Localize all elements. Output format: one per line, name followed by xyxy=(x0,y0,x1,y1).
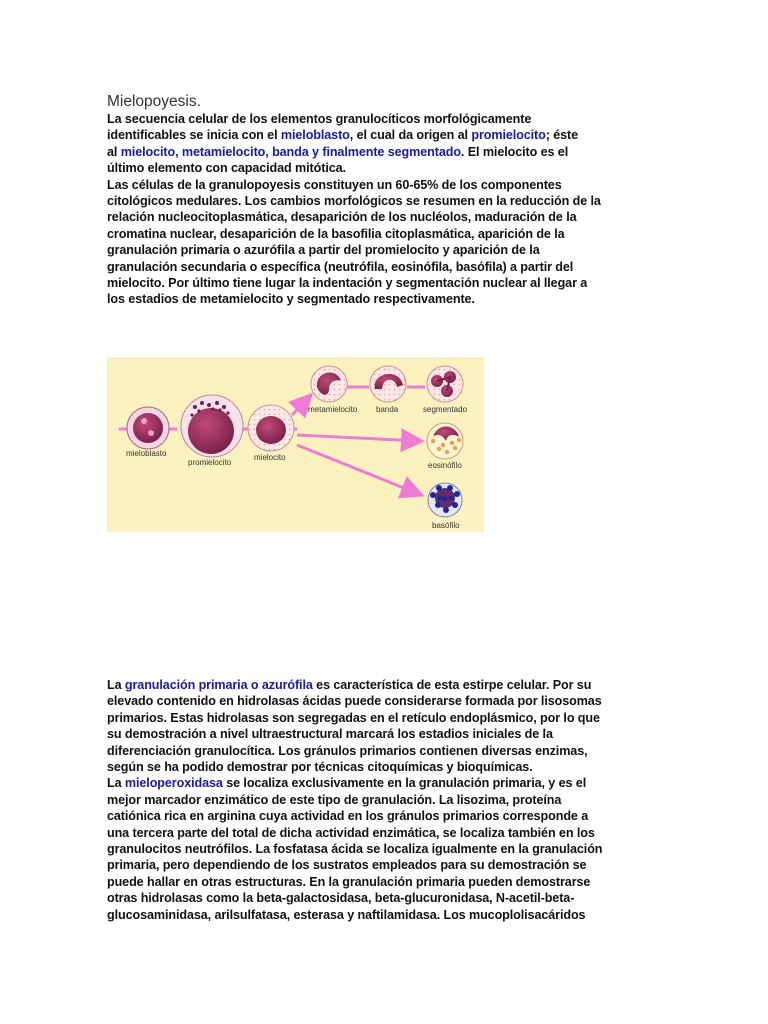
text-line xyxy=(107,841,647,857)
text-line xyxy=(107,160,647,176)
text-run: mejor marcador enzimático de este tipo de granulación. La lisozima, proteína xyxy=(107,792,562,807)
cell-promielocito xyxy=(181,395,243,457)
text-run: cromatina nuclear, desaparición de la basofilia citoplasmática, aparición de la xyxy=(107,226,565,241)
text-line xyxy=(107,890,647,906)
text-run: según se ha podido demostrar por técnicas citoquímicas y bioquímicas. xyxy=(107,760,533,775)
arrow-mielocito-metamielocito xyxy=(292,397,309,415)
text-run: relación nucleocitoplasmática, desaparición de los nucléolos, maduración de la xyxy=(107,210,577,225)
text-line xyxy=(107,857,647,873)
text-line xyxy=(107,209,647,225)
cell-metamielocito xyxy=(311,366,347,402)
label-segmentado: segmentado xyxy=(423,405,468,414)
cell-mielocito xyxy=(248,405,294,451)
text-line xyxy=(107,111,647,127)
text-run: granulación primaria o azurófila a partir del promielocito y aparición de la xyxy=(107,243,540,258)
text-line xyxy=(107,259,647,275)
text-line xyxy=(107,226,647,242)
granulopoiesis-diagram xyxy=(107,357,484,532)
text-run: . El mielocito es el xyxy=(460,144,569,159)
text-line xyxy=(107,825,647,841)
text-run: La secuencia celular de los elementos granulocíticos morfológicamente xyxy=(107,112,532,126)
label-metamielocito: metamielocito xyxy=(308,405,358,414)
text-run: granulocitos neutrófilos. La fosfatasa ácida se localiza igualmente en la granulación xyxy=(107,842,603,857)
cell-basofilo xyxy=(428,483,462,517)
arrow-to-basofilo xyxy=(297,445,419,494)
text-line xyxy=(107,907,647,923)
text-run: , el cual da origen al xyxy=(349,128,472,143)
arrow-to-eosinofilo xyxy=(297,435,419,441)
label-mielocito: mielocito xyxy=(254,453,286,462)
text-line xyxy=(107,677,647,693)
highlighted-term: promielocito xyxy=(471,128,546,143)
text-run: su demostración a nivel ultraestructural marcará los estadios iniciales de la xyxy=(107,727,553,742)
text-line xyxy=(107,792,647,808)
label-eosinofilo: eosinófilo xyxy=(428,461,462,470)
text-run: es característica de esta estirpe celular. Por su xyxy=(312,678,592,692)
label-mieloblasto: mieloblasto xyxy=(126,449,167,458)
text-run: citológicos medulares. Los cambios morfológicos se resumen en la reducción de la xyxy=(107,194,601,209)
granulation-paragraph xyxy=(107,677,647,923)
text-run: diferenciación granulocítica. Los gránulos primarios contienen diversas enzimas, xyxy=(107,743,588,758)
cell-mieloblasto xyxy=(127,407,169,449)
text-run: primaria, pero dependiendo de los sustratos empleados para su demostración se xyxy=(107,858,587,873)
text-run: Las células de la granulopoyesis constituyen un 60-65% de los componentes xyxy=(107,177,562,192)
highlighted-term: mieloperoxidasa xyxy=(124,776,223,791)
text-run: catiónica rica en arginina cuya actividad en los gránulos primarios corresponde a xyxy=(107,809,589,824)
text-run: La xyxy=(107,678,125,692)
text-line xyxy=(107,193,647,209)
text-run: identificables se inicia con el xyxy=(107,128,281,143)
text-run: La xyxy=(107,776,125,791)
text-line xyxy=(107,242,647,258)
cell-segmentado xyxy=(427,366,463,402)
highlighted-term: mielocito, metamielocito, banda y finalmente segmentado xyxy=(120,144,461,159)
diagram-svg xyxy=(107,357,484,532)
text-run: una tercera parte del total de dicha actividad enzimática, se localiza también en los xyxy=(107,825,595,840)
label-banda: banda xyxy=(376,405,399,414)
text-line xyxy=(107,177,647,193)
text-line xyxy=(107,275,647,291)
text-run: los estadios de metamielocito y segmentado respectivamente. xyxy=(107,292,475,307)
cell-eosinofilo xyxy=(427,423,463,459)
text-run: último elemento con capacidad mitótica. xyxy=(107,161,346,176)
text-run: mielocito. Por último tiene lugar la indentación y segmentación nuclear al llegar a xyxy=(107,276,588,291)
page-title: Mielopoyesis. xyxy=(107,93,201,110)
cell-banda xyxy=(370,366,406,402)
text-line xyxy=(107,127,647,143)
text-run: primarios. Estas hidrolasas son segregadas en el retículo endoplásmico, por lo que xyxy=(107,710,600,725)
text-run: glucosaminidasa, arilsulfatasa, esterasa y naftilamidasa. Los mucoplolisacáridos xyxy=(107,907,586,922)
text-run: al xyxy=(107,144,121,159)
text-line xyxy=(107,743,647,759)
text-run: elevado contenido en hidrolasas ácidas puede considerarse formada por lisosomas xyxy=(107,694,602,709)
text-line xyxy=(107,144,647,160)
text-line xyxy=(107,759,647,775)
text-line xyxy=(107,808,647,824)
text-run: ; éste xyxy=(545,128,579,143)
text-line xyxy=(107,775,647,791)
text-line xyxy=(107,874,647,890)
highlighted-term: granulación primaria o azurófila xyxy=(124,678,313,692)
text-run: granulación secundaria o específica (neutrófila, eosinófila, basófila) a partir del xyxy=(107,259,574,274)
text-line xyxy=(107,693,647,709)
text-line xyxy=(107,726,647,742)
text-run: otras hidrolasas como la beta-galactosidasa, beta-glucuronidasa, N-acetil-beta- xyxy=(107,891,575,906)
highlighted-term: mieloblasto xyxy=(280,128,350,143)
label-promielocito: promielocito xyxy=(188,458,232,467)
intro-paragraph xyxy=(107,111,647,308)
text-run: puede hallar en otras estructuras. En la granulación primaria pueden demostrarse xyxy=(107,874,591,889)
label-basofilo: basófilo xyxy=(432,521,460,530)
text-line xyxy=(107,291,647,307)
text-line xyxy=(107,710,647,726)
text-run: se localiza exclusivamente en la granulación primaria, y es el xyxy=(222,776,587,791)
